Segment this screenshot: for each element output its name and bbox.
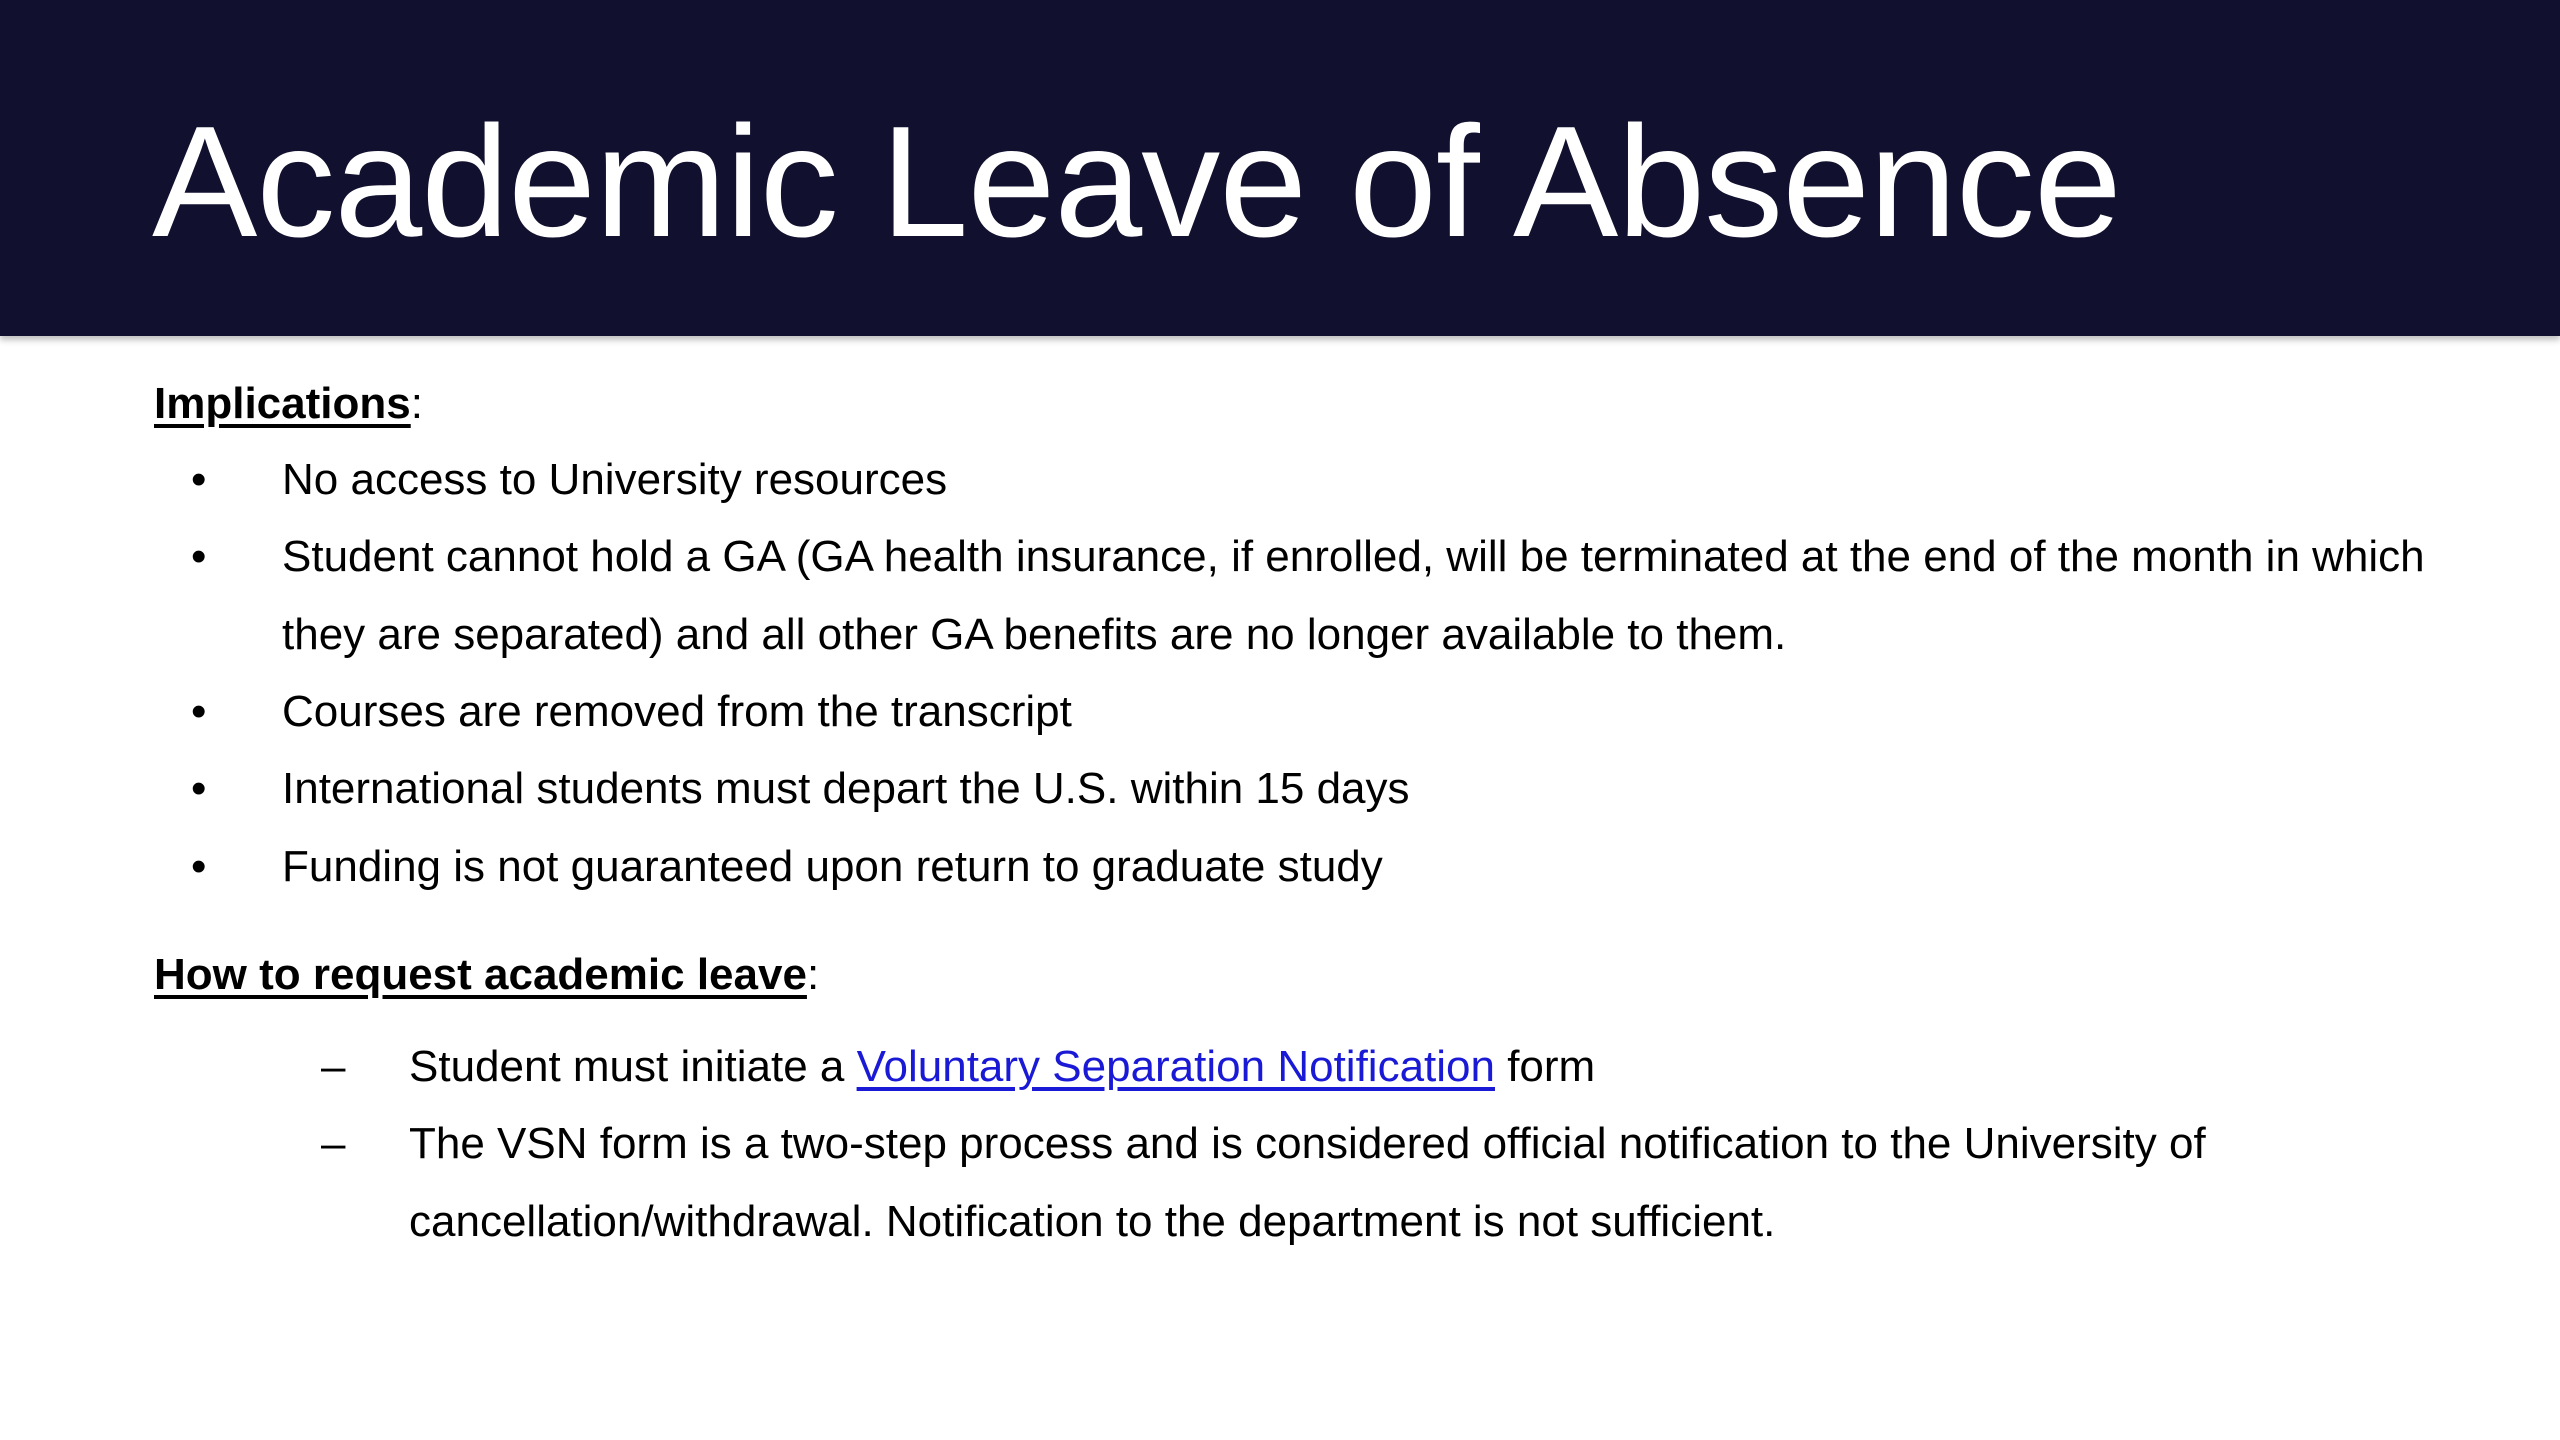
request-heading-colon: :	[806, 950, 820, 999]
implications-heading-colon: :	[410, 379, 423, 428]
implication-text-3: Courses are removed from the transcript	[282, 687, 1072, 736]
slide-title: Academic Leave of Absence	[152, 94, 2121, 270]
vsn-form-link[interactable]: Voluntary Separation Notification	[856, 1042, 1495, 1091]
implications-heading-text: Implications	[154, 379, 411, 428]
implication-text-1: No access to University resources	[282, 455, 948, 504]
title-bar	[0, 0, 2560, 336]
request-step-1-before: Student must initiate a	[409, 1042, 857, 1091]
implication-text-4: International students must depart the U.S. within 15 days	[282, 764, 1410, 813]
request-step-1-after: form	[1494, 1042, 1596, 1091]
bullet-dot-icon: •	[191, 842, 207, 891]
request-heading-text: How to request academic leave	[154, 950, 807, 999]
dash-bullet-icon: –	[321, 1042, 346, 1091]
request-heading	[154, 950, 820, 999]
implications-heading	[154, 379, 423, 428]
implication-text-2: Student cannot hold a GA (GA health insurance, if enrolled, will be terminated at the end of the month in which they are separated) and all other GA benefits are no longer available to them.	[282, 532, 2425, 659]
request-step-2-text: The VSN form is a two-step process and is considered official notification to the University of cancellation/withdrawal. Notification to the department is not sufficient.	[409, 1119, 2206, 1246]
implication-text-5: Funding is not guaranteed upon return to graduate study	[282, 842, 1383, 891]
bullet-dot-icon: •	[191, 764, 207, 813]
bullet-dot-icon: •	[191, 455, 207, 504]
request-step-1-text	[409, 1028, 2409, 1106]
bullet-dot-icon: •	[191, 532, 207, 581]
dash-bullet-icon: –	[321, 1119, 346, 1168]
bullet-dot-icon: •	[191, 687, 207, 736]
